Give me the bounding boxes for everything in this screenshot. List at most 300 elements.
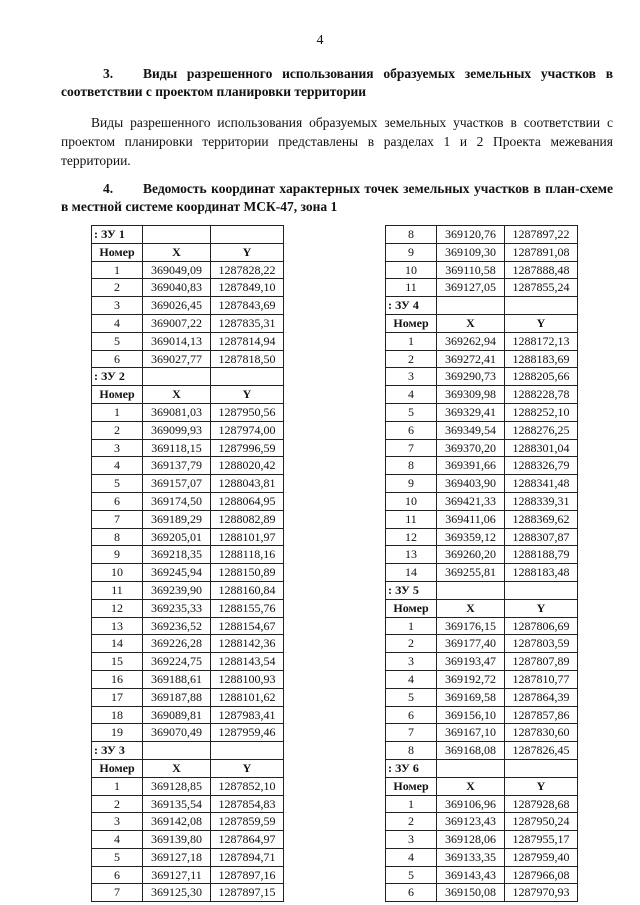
table-row <box>386 564 578 582</box>
point-number: 11 <box>92 581 143 599</box>
table-row <box>386 688 578 706</box>
x-coordinate: 369157,07 <box>143 475 211 493</box>
point-number: 3 <box>386 368 437 386</box>
x-coordinate: 369128,85 <box>143 777 211 795</box>
y-coordinate: 1287950,24 <box>505 813 578 831</box>
point-number: 14 <box>386 564 437 582</box>
x-coordinate: 369189,29 <box>143 510 211 528</box>
table-row <box>386 670 578 688</box>
table-row <box>92 795 284 813</box>
point-number: 7 <box>386 724 437 742</box>
x-coordinate: 369188,61 <box>143 670 211 688</box>
point-number: 9 <box>92 546 143 564</box>
point-number: 8 <box>386 742 437 760</box>
point-number: 2 <box>386 813 437 831</box>
x-coordinate: 369349,54 <box>437 421 505 439</box>
table-row <box>92 475 284 493</box>
table-row <box>92 510 284 528</box>
header-number: Номер <box>92 386 143 404</box>
parcel-title: : ЗУ 1 <box>92 226 143 244</box>
header-x: X <box>437 599 505 617</box>
point-number: 6 <box>92 866 143 884</box>
y-coordinate: 1288155,76 <box>211 599 284 617</box>
point-number: 4 <box>92 457 143 475</box>
y-coordinate: 1287855,24 <box>505 279 578 297</box>
x-coordinate: 369007,22 <box>143 314 211 332</box>
point-number: 3 <box>92 813 143 831</box>
empty-cell <box>211 226 284 244</box>
table-row <box>92 403 284 421</box>
point-number: 1 <box>386 617 437 635</box>
coordinates-table-left <box>91 225 284 902</box>
point-number: 7 <box>92 884 143 902</box>
header-y: Y <box>211 243 284 261</box>
table-row <box>92 777 284 795</box>
point-number: 18 <box>92 706 143 724</box>
table-row <box>386 350 578 368</box>
parcel-title: : ЗУ 3 <box>92 742 143 760</box>
x-coordinate: 369193,47 <box>437 653 505 671</box>
y-coordinate: 1287894,71 <box>211 848 284 866</box>
x-coordinate: 369235,33 <box>143 599 211 617</box>
y-coordinate: 1288142,36 <box>211 635 284 653</box>
x-coordinate: 369106,96 <box>437 795 505 813</box>
y-coordinate: 1288369,62 <box>505 510 578 528</box>
y-coordinate: 1287897,22 <box>505 226 578 244</box>
y-coordinate: 1287959,46 <box>211 724 284 742</box>
point-number: 5 <box>386 866 437 884</box>
point-number: 2 <box>92 421 143 439</box>
point-number: 2 <box>386 635 437 653</box>
table-row <box>92 546 284 564</box>
y-coordinate: 1288205,66 <box>505 368 578 386</box>
table-row <box>92 599 284 617</box>
header-y: Y <box>505 777 578 795</box>
parcel-title-row <box>386 297 578 315</box>
x-coordinate: 369027,77 <box>143 350 211 368</box>
table-row <box>92 617 284 635</box>
x-coordinate: 369127,11 <box>143 866 211 884</box>
point-number: 8 <box>386 457 437 475</box>
section-4-number: 4. <box>103 181 114 196</box>
y-coordinate: 1287996,59 <box>211 439 284 457</box>
point-number: 4 <box>386 386 437 404</box>
x-coordinate: 369127,05 <box>437 279 505 297</box>
x-coordinate: 369403,90 <box>437 475 505 493</box>
point-number: 13 <box>92 617 143 635</box>
header-number: Номер <box>92 243 143 261</box>
x-coordinate: 369081,03 <box>143 403 211 421</box>
header-y: Y <box>505 599 578 617</box>
y-coordinate: 1287803,59 <box>505 635 578 653</box>
x-coordinate: 369421,33 <box>437 492 505 510</box>
point-number: 10 <box>386 261 437 279</box>
x-coordinate: 369040,83 <box>143 279 211 297</box>
x-coordinate: 369156,10 <box>437 706 505 724</box>
table-row <box>92 884 284 902</box>
x-coordinate: 369359,12 <box>437 528 505 546</box>
x-coordinate: 369026,45 <box>143 297 211 315</box>
table-row <box>386 475 578 493</box>
empty-cell <box>505 581 578 599</box>
y-coordinate: 1288307,87 <box>505 528 578 546</box>
y-coordinate: 1288326,79 <box>505 457 578 475</box>
table-row <box>92 261 284 279</box>
table-row <box>386 386 578 404</box>
x-coordinate: 369255,81 <box>437 564 505 582</box>
y-coordinate: 1287807,89 <box>505 653 578 671</box>
point-number: 13 <box>386 546 437 564</box>
point-number: 8 <box>386 226 437 244</box>
y-coordinate: 1287959,40 <box>505 848 578 866</box>
point-number: 1 <box>92 777 143 795</box>
y-coordinate: 1287859,59 <box>211 813 284 831</box>
y-coordinate: 1287864,39 <box>505 688 578 706</box>
x-coordinate: 369127,18 <box>143 848 211 866</box>
table-row <box>92 439 284 457</box>
x-coordinate: 369137,79 <box>143 457 211 475</box>
x-coordinate: 369014,13 <box>143 332 211 350</box>
x-coordinate: 369236,52 <box>143 617 211 635</box>
y-coordinate: 1288101,97 <box>211 528 284 546</box>
table-row <box>92 350 284 368</box>
y-coordinate: 1288172,13 <box>505 332 578 350</box>
header-x: X <box>143 386 211 404</box>
y-coordinate: 1288043,81 <box>211 475 284 493</box>
parcel-title-row <box>386 581 578 599</box>
coordinates-table-right <box>385 225 578 902</box>
table-row <box>386 510 578 528</box>
table-row <box>92 724 284 742</box>
x-coordinate: 369226,28 <box>143 635 211 653</box>
y-coordinate: 1287857,86 <box>505 706 578 724</box>
point-number: 3 <box>386 653 437 671</box>
x-coordinate: 369411,06 <box>437 510 505 528</box>
y-coordinate: 1288183,48 <box>505 564 578 582</box>
parcel-title: : ЗУ 5 <box>386 581 437 599</box>
x-coordinate: 369176,15 <box>437 617 505 635</box>
x-coordinate: 369120,76 <box>437 226 505 244</box>
point-number: 12 <box>386 528 437 546</box>
y-coordinate: 1288101,62 <box>211 688 284 706</box>
table-row <box>92 314 284 332</box>
table-row <box>92 866 284 884</box>
y-coordinate: 1288252,10 <box>505 403 578 421</box>
x-coordinate: 369123,43 <box>437 813 505 831</box>
header-x: X <box>437 314 505 332</box>
table-row <box>92 688 284 706</box>
point-number: 7 <box>386 439 437 457</box>
y-coordinate: 1287828,22 <box>211 261 284 279</box>
y-coordinate: 1287970,93 <box>505 884 578 902</box>
point-number: 4 <box>386 670 437 688</box>
parcel-title-row <box>92 368 284 386</box>
point-number: 2 <box>92 795 143 813</box>
x-coordinate: 369239,90 <box>143 581 211 599</box>
point-number: 2 <box>386 350 437 368</box>
table-row <box>386 492 578 510</box>
point-number: 10 <box>386 492 437 510</box>
point-number: 9 <box>386 475 437 493</box>
table-row <box>386 279 578 297</box>
column-header-row <box>92 386 284 404</box>
x-coordinate: 369135,54 <box>143 795 211 813</box>
point-number: 6 <box>386 706 437 724</box>
y-coordinate: 1287818,50 <box>211 350 284 368</box>
column-header-row <box>92 243 284 261</box>
y-coordinate: 1287950,56 <box>211 403 284 421</box>
header-y: Y <box>505 314 578 332</box>
empty-cell <box>505 297 578 315</box>
point-number: 6 <box>386 884 437 902</box>
y-coordinate: 1288150,89 <box>211 564 284 582</box>
y-coordinate: 1288160,84 <box>211 581 284 599</box>
section-3-title: Виды разрешенного использования образуемых земельных участков в соответствии с проектом планировки территории <box>61 66 613 99</box>
empty-cell <box>211 368 284 386</box>
point-number: 10 <box>92 564 143 582</box>
x-coordinate: 369262,94 <box>437 332 505 350</box>
table-row <box>386 226 578 244</box>
point-number: 17 <box>92 688 143 706</box>
y-coordinate: 1287888,48 <box>505 261 578 279</box>
x-coordinate: 369110,58 <box>437 261 505 279</box>
y-coordinate: 1288020,42 <box>211 457 284 475</box>
y-coordinate: 1287897,15 <box>211 884 284 902</box>
x-coordinate: 369224,75 <box>143 653 211 671</box>
section-3-heading <box>61 65 613 101</box>
header-number: Номер <box>386 599 437 617</box>
x-coordinate: 369260,20 <box>437 546 505 564</box>
x-coordinate: 369329,41 <box>437 403 505 421</box>
y-coordinate: 1287814,94 <box>211 332 284 350</box>
table-row <box>386 848 578 866</box>
column-header-row <box>92 759 284 777</box>
y-coordinate: 1288339,31 <box>505 492 578 510</box>
point-number: 4 <box>386 848 437 866</box>
table-row <box>92 653 284 671</box>
x-coordinate: 369174,50 <box>143 492 211 510</box>
table-row <box>386 813 578 831</box>
x-coordinate: 369168,08 <box>437 742 505 760</box>
table-row <box>386 617 578 635</box>
table-row <box>92 670 284 688</box>
section-3-paragraph: Виды разрешенного использования образуемых земельных участков в соответствии с проектом планировки территории представлены в разделах 1 и 2 Проекта межевания территории. <box>61 115 613 168</box>
table-row <box>386 421 578 439</box>
header-x: X <box>437 777 505 795</box>
x-coordinate: 369142,08 <box>143 813 211 831</box>
table-row <box>386 635 578 653</box>
table-row <box>92 279 284 297</box>
table-row <box>386 546 578 564</box>
y-coordinate: 1287830,60 <box>505 724 578 742</box>
point-number: 5 <box>386 688 437 706</box>
empty-cell <box>211 742 284 760</box>
table-row <box>92 813 284 831</box>
point-number: 15 <box>92 653 143 671</box>
y-coordinate: 1287897,16 <box>211 866 284 884</box>
y-coordinate: 1288064,95 <box>211 492 284 510</box>
table-row <box>92 457 284 475</box>
x-coordinate: 369133,35 <box>437 848 505 866</box>
y-coordinate: 1287810,77 <box>505 670 578 688</box>
section-4-heading <box>61 180 613 216</box>
point-number: 16 <box>92 670 143 688</box>
point-number: 11 <box>386 510 437 528</box>
x-coordinate: 369187,88 <box>143 688 211 706</box>
x-coordinate: 369049,09 <box>143 261 211 279</box>
x-coordinate: 369290,73 <box>437 368 505 386</box>
x-coordinate: 369118,15 <box>143 439 211 457</box>
column-header-row <box>386 599 578 617</box>
y-coordinate: 1287826,45 <box>505 742 578 760</box>
y-coordinate: 1288100,93 <box>211 670 284 688</box>
x-coordinate: 369169,58 <box>437 688 505 706</box>
point-number: 6 <box>92 350 143 368</box>
point-number: 6 <box>92 492 143 510</box>
table-row <box>386 243 578 261</box>
table-row <box>386 795 578 813</box>
table-row <box>386 866 578 884</box>
table-row <box>92 528 284 546</box>
x-coordinate: 369125,30 <box>143 884 211 902</box>
x-coordinate: 369143,43 <box>437 866 505 884</box>
header-y: Y <box>211 759 284 777</box>
header-y: Y <box>211 386 284 404</box>
point-number: 1 <box>92 403 143 421</box>
table-row <box>386 724 578 742</box>
table-row <box>92 421 284 439</box>
x-coordinate: 369177,40 <box>437 635 505 653</box>
table-row <box>386 706 578 724</box>
point-number: 5 <box>92 332 143 350</box>
parcel-title: : ЗУ 2 <box>92 368 143 386</box>
table-row <box>92 297 284 315</box>
y-coordinate: 1287849,10 <box>211 279 284 297</box>
table-row <box>92 492 284 510</box>
point-number: 4 <box>92 314 143 332</box>
y-coordinate: 1288082,89 <box>211 510 284 528</box>
table-row <box>92 635 284 653</box>
y-coordinate: 1287852,10 <box>211 777 284 795</box>
empty-cell <box>143 742 211 760</box>
empty-cell <box>437 297 505 315</box>
y-coordinate: 1288154,67 <box>211 617 284 635</box>
y-coordinate: 1287891,08 <box>505 243 578 261</box>
y-coordinate: 1287974,00 <box>211 421 284 439</box>
point-number: 6 <box>386 421 437 439</box>
table-row <box>386 528 578 546</box>
table-row <box>386 403 578 421</box>
point-number: 14 <box>92 635 143 653</box>
table-row <box>386 439 578 457</box>
point-number: 2 <box>92 279 143 297</box>
point-number: 3 <box>92 297 143 315</box>
header-number: Номер <box>386 314 437 332</box>
y-coordinate: 1288228,78 <box>505 386 578 404</box>
column-header-row <box>386 777 578 795</box>
parcel-title-row <box>386 759 578 777</box>
point-number: 1 <box>386 332 437 350</box>
y-coordinate: 1288276,25 <box>505 421 578 439</box>
point-number: 1 <box>386 795 437 813</box>
y-coordinate: 1288188,79 <box>505 546 578 564</box>
y-coordinate: 1288143,54 <box>211 653 284 671</box>
y-coordinate: 1288341,48 <box>505 475 578 493</box>
table-row <box>92 564 284 582</box>
table-row <box>386 884 578 902</box>
section-3-number: 3. <box>103 66 114 81</box>
table-row <box>386 831 578 849</box>
parcel-title: : ЗУ 6 <box>386 759 437 777</box>
x-coordinate: 369070,49 <box>143 724 211 742</box>
table-row <box>386 332 578 350</box>
y-coordinate: 1288183,69 <box>505 350 578 368</box>
table-row <box>92 332 284 350</box>
y-coordinate: 1287843,69 <box>211 297 284 315</box>
section-4-title: Ведомость координат характерных точек земельных участков в план-схеме в местной системе координат МСК-47, зона 1 <box>61 181 613 214</box>
point-number: 3 <box>92 439 143 457</box>
x-coordinate: 369370,20 <box>437 439 505 457</box>
x-coordinate: 369245,94 <box>143 564 211 582</box>
point-number: 8 <box>92 528 143 546</box>
y-coordinate: 1287983,41 <box>211 706 284 724</box>
point-number: 19 <box>92 724 143 742</box>
point-number: 5 <box>92 848 143 866</box>
table-row <box>92 581 284 599</box>
point-number: 4 <box>92 831 143 849</box>
x-coordinate: 369167,10 <box>437 724 505 742</box>
x-coordinate: 369089,81 <box>143 706 211 724</box>
column-header-row <box>386 314 578 332</box>
y-coordinate: 1287966,08 <box>505 866 578 884</box>
y-coordinate: 1287854,83 <box>211 795 284 813</box>
table-row <box>386 261 578 279</box>
y-coordinate: 1288118,16 <box>211 546 284 564</box>
y-coordinate: 1287955,17 <box>505 831 578 849</box>
empty-cell <box>143 226 211 244</box>
empty-cell <box>437 759 505 777</box>
table-row <box>386 653 578 671</box>
parcel-title-row <box>92 742 284 760</box>
table-row <box>386 742 578 760</box>
table-row <box>92 848 284 866</box>
x-coordinate: 369128,06 <box>437 831 505 849</box>
x-coordinate: 369309,98 <box>437 386 505 404</box>
y-coordinate: 1287806,69 <box>505 617 578 635</box>
table-row <box>386 368 578 386</box>
point-number: 3 <box>386 831 437 849</box>
point-number: 7 <box>92 510 143 528</box>
parcel-title: : ЗУ 4 <box>386 297 437 315</box>
x-coordinate: 369192,72 <box>437 670 505 688</box>
point-number: 11 <box>386 279 437 297</box>
point-number: 1 <box>92 261 143 279</box>
y-coordinate: 1287864,97 <box>211 831 284 849</box>
x-coordinate: 369205,01 <box>143 528 211 546</box>
header-x: X <box>143 243 211 261</box>
x-coordinate: 369150,08 <box>437 884 505 902</box>
y-coordinate: 1288301,04 <box>505 439 578 457</box>
point-number: 9 <box>386 243 437 261</box>
point-number: 12 <box>92 599 143 617</box>
x-coordinate: 369218,35 <box>143 546 211 564</box>
header-x: X <box>143 759 211 777</box>
parcel-title-row <box>92 226 284 244</box>
point-number: 5 <box>92 475 143 493</box>
x-coordinate: 369109,30 <box>437 243 505 261</box>
header-number: Номер <box>386 777 437 795</box>
x-coordinate: 369272,41 <box>437 350 505 368</box>
